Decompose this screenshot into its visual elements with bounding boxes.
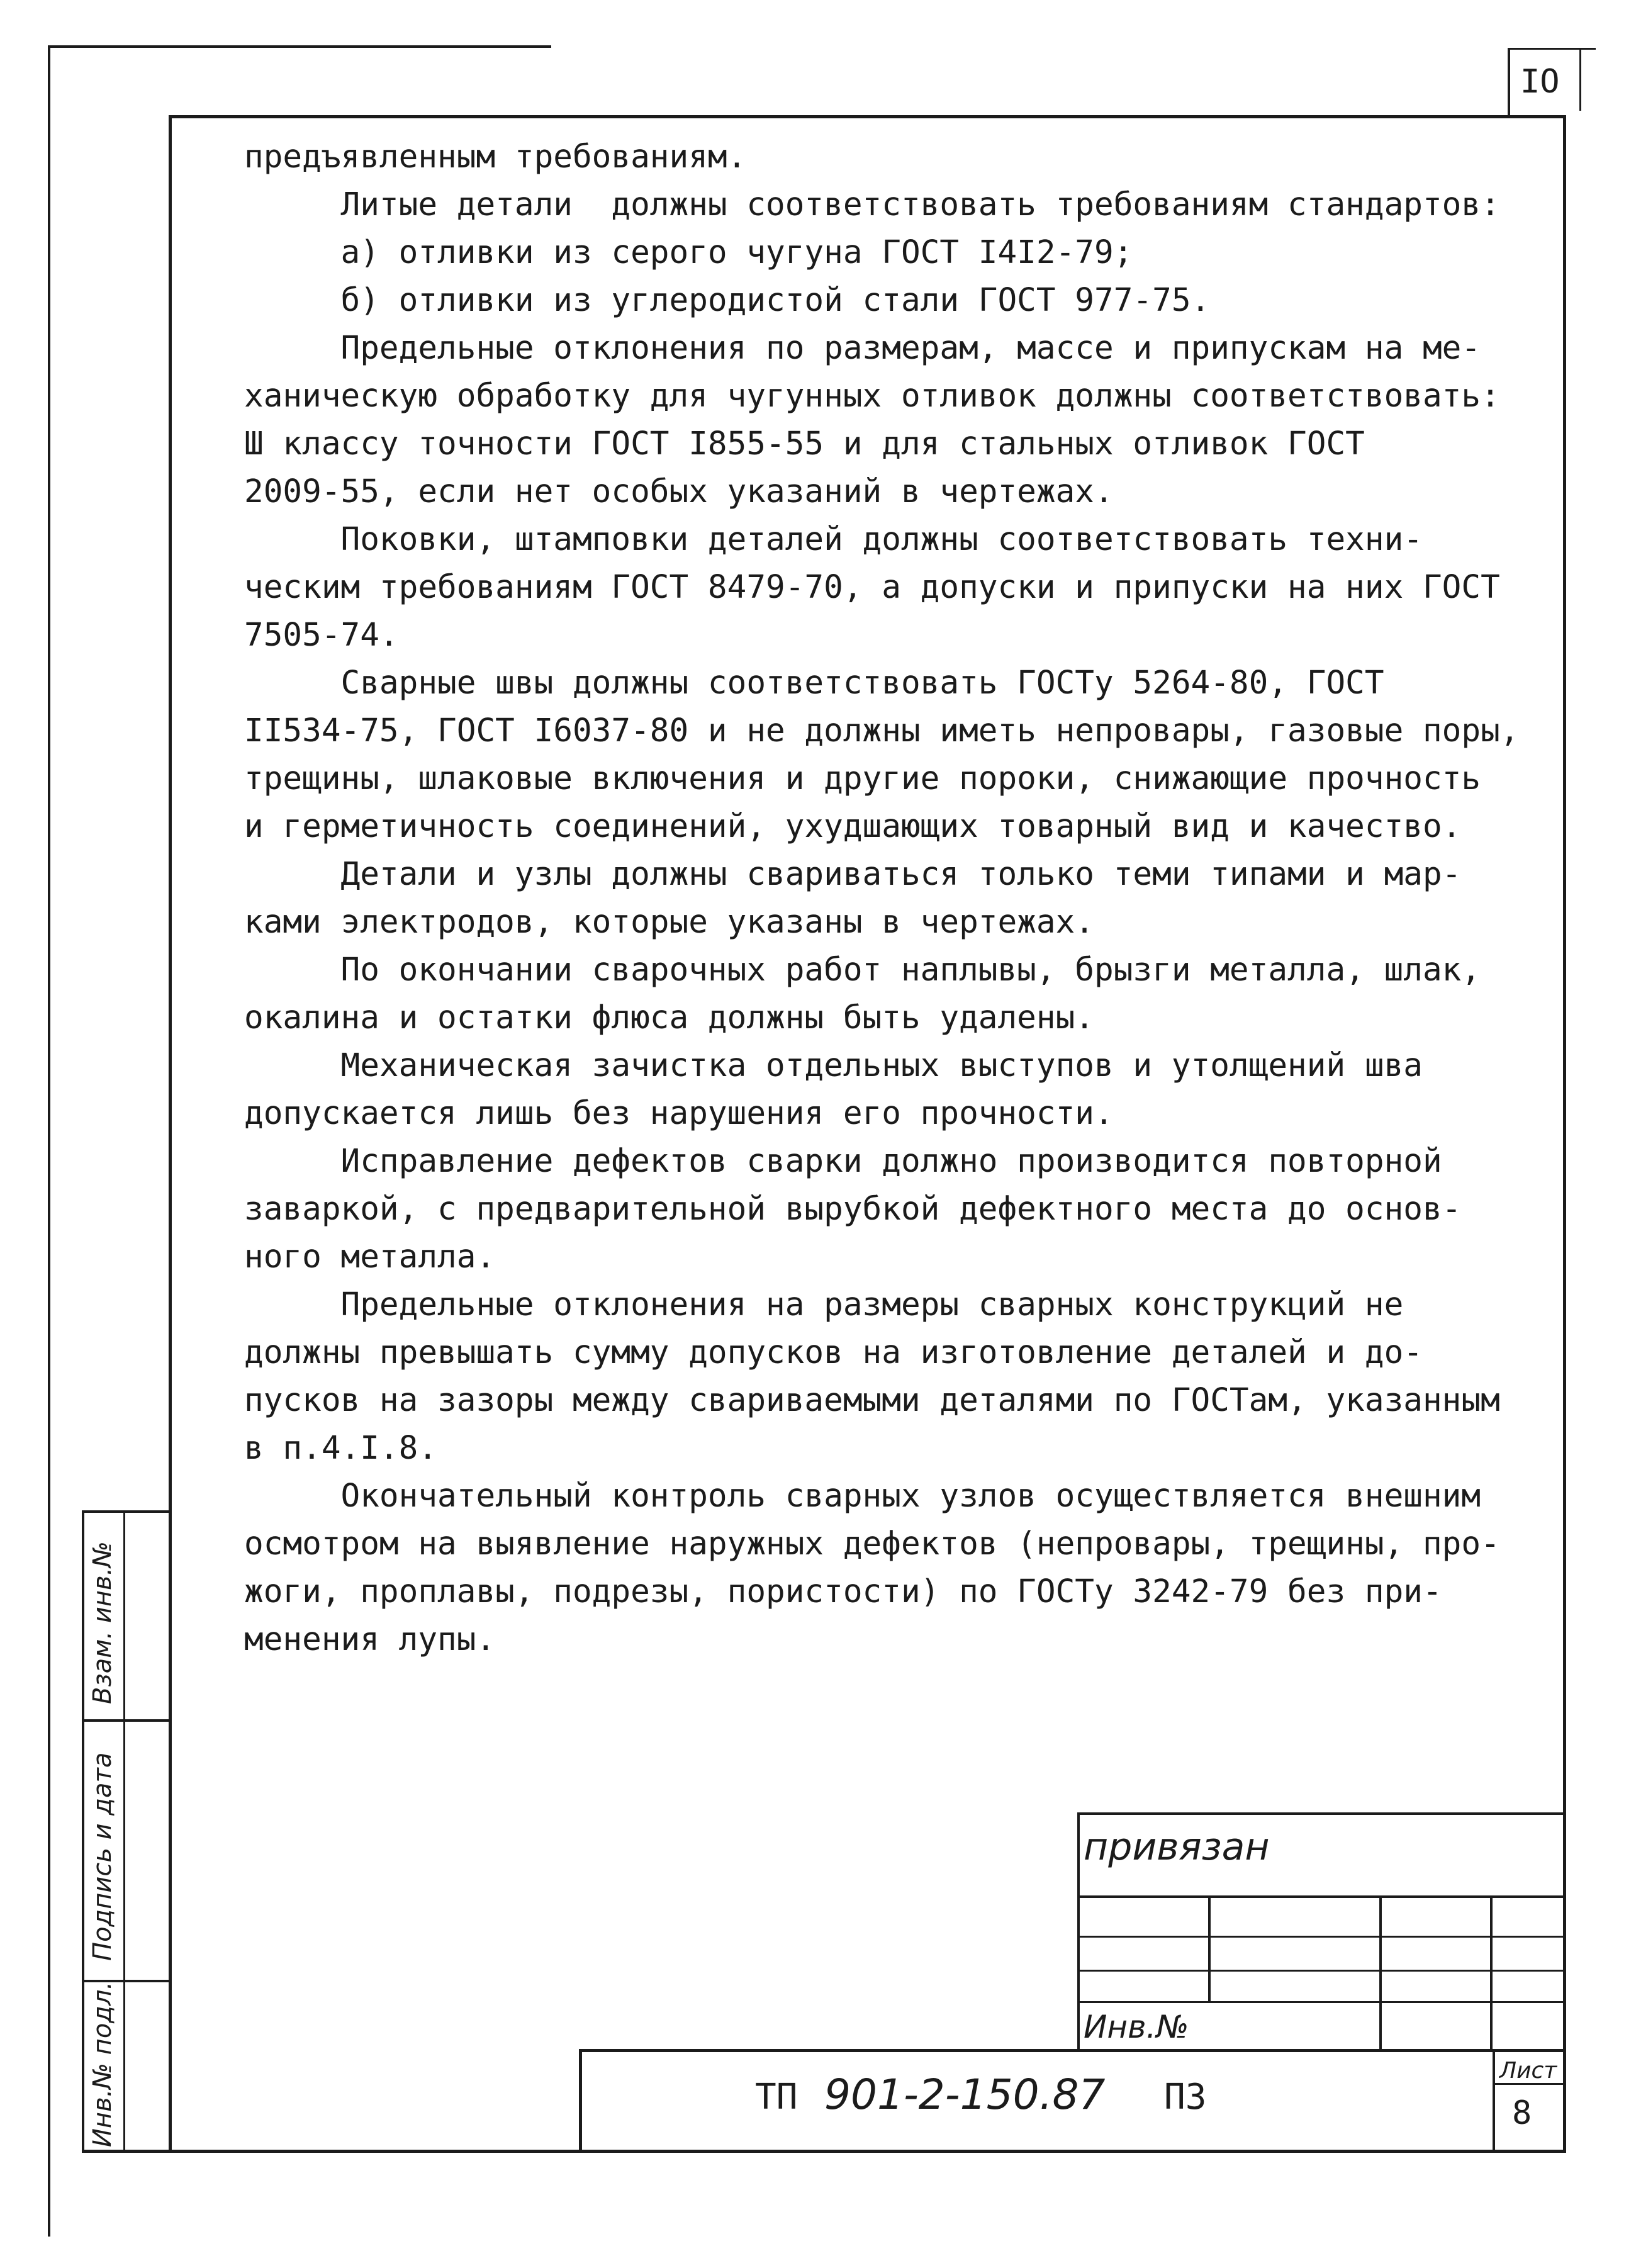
text-line: Ш классу точности ГОСТ I855-55 и для стальных отливок ГОСТ	[244, 425, 1365, 463]
sidebar-vzam-inv-label: Взам. инв.№	[88, 1541, 117, 1704]
sidebar-left	[82, 1510, 84, 2153]
text-line: осмотром на выявление наружных дефектов (непровары, трещины, про-	[244, 1525, 1500, 1563]
title-block-left	[579, 2049, 582, 2152]
sidebar-div-1	[82, 1719, 170, 1722]
doc-prefix: ТП	[755, 2077, 798, 2118]
title-block-sheet-divider	[1493, 2049, 1495, 2152]
body-text	[244, 133, 1540, 1664]
text-line: допускается лишь без нарушения его прочности.	[244, 1095, 1114, 1132]
text-line: предъявленным требованиям.	[244, 138, 747, 176]
text-line: Исправление дефектов сварки должно производится повторной	[244, 1143, 1442, 1180]
doc-suffix: ПЗ	[1164, 2077, 1207, 2118]
text-line: По окончании сварочных работ наплывы, брызги металла, шлак,	[244, 952, 1481, 989]
text-line: б) отливки из углеродистой стали ГОСТ 977-75.	[244, 282, 1211, 319]
sheet-label: Лист	[1499, 2058, 1557, 2084]
text-line: менения лупы.	[244, 1621, 496, 1658]
page-number: IO	[1520, 63, 1560, 101]
text-line: жоги, проплавы, подрезы, пористости) по ГОСТу 3242-79 без при-	[244, 1573, 1442, 1610]
frame-left	[169, 115, 172, 2153]
outer-left-border	[48, 48, 50, 2237]
text-line: Предельные отклонения по размерам, массе и припускам на ме-	[244, 330, 1481, 367]
page-number-box-top	[1508, 48, 1596, 50]
stamp-left	[1077, 1812, 1080, 2052]
text-line: II534-75, ГОСТ I6037-80 и не должны иметь непровары, газовые поры,	[244, 712, 1520, 749]
text-line: заваркой, с предварительной вырубкой дефектного места до основ-	[244, 1191, 1462, 1228]
page-number-box-right	[1579, 48, 1581, 111]
text-line: Литые детали должны соответствовать требованиям стандартов:	[244, 186, 1500, 223]
sidebar-mid	[123, 1510, 125, 2153]
text-line: окалина и остатки флюса должны быть удалены.	[244, 999, 1095, 1036]
text-line: 7505-74.	[244, 617, 399, 654]
frame-top	[169, 115, 1566, 118]
text-line: Сварные швы должны соответствовать ГОСТу 5264-80, ГОСТ	[244, 665, 1384, 702]
text-line: в п.4.I.8.	[244, 1430, 438, 1467]
text-line: 2009-55, если нет особых указаний в чертежах.	[244, 473, 1114, 510]
text-line: Механическая зачистка отдельных выступов и утолщений шва	[244, 1047, 1423, 1084]
stamp-col-3	[1490, 1895, 1493, 2052]
text-line: Детали и узлы должны свариваться только теми типами и мар-	[244, 856, 1462, 893]
page-number-box-left	[1508, 48, 1510, 117]
text-line: ханическую обработку для чугунных отливок должны соответствовать:	[244, 378, 1500, 415]
stamp-inv-label: Инв.№	[1084, 2009, 1189, 2045]
title-block-top	[579, 2049, 1566, 2052]
text-line: трещины, шлаковые включения и другие пороки, снижающие прочность	[244, 760, 1481, 797]
text-line: Окончательный контроль сварных узлов осуществляется внешним	[244, 1478, 1481, 1515]
outer-top-line	[48, 45, 551, 48]
text-line: Поковки, штамповки деталей должны соответствовать техни-	[244, 521, 1423, 558]
text-line: ками электродов, которые указаны в чертежах.	[244, 904, 1095, 941]
sidebar-top	[82, 1510, 170, 1513]
text-line: а) отливки из серого чугуна ГОСТ I4I2-79;	[244, 234, 1133, 271]
frame-right	[1563, 115, 1566, 2153]
stamp-privyazan-label: привязан	[1084, 1825, 1270, 1869]
text-line: ческим требованиям ГОСТ 8479-70, а допуски и припуски на них ГОСТ	[244, 569, 1500, 606]
sidebar-podpis-data-label: Подпись и дата	[88, 1752, 117, 1961]
text-line: должны превышать сумму допусков на изготовление деталей и до-	[244, 1334, 1423, 1371]
stamp-top	[1077, 1812, 1566, 1815]
sidebar-inv-podl-label: Инв.№ подл.	[88, 1981, 117, 2147]
frame-bottom	[82, 2150, 1566, 2153]
text-line: и герметичность соединений, ухудшающих товарный вид и качество.	[244, 808, 1462, 845]
text-line: ного металла.	[244, 1238, 496, 1276]
doc-number: 901-2-150.87	[824, 2070, 1106, 2119]
sheet-number: 8	[1512, 2094, 1532, 2132]
stamp-col-1	[1208, 1895, 1211, 2002]
stamp-col-2	[1379, 1895, 1382, 2052]
text-line: Предельные отклонения на размеры сварных конструкций не	[244, 1286, 1404, 1323]
text-line: пусков на зазоры между свариваемыми деталями по ГОСТам, указанным	[244, 1382, 1500, 1419]
